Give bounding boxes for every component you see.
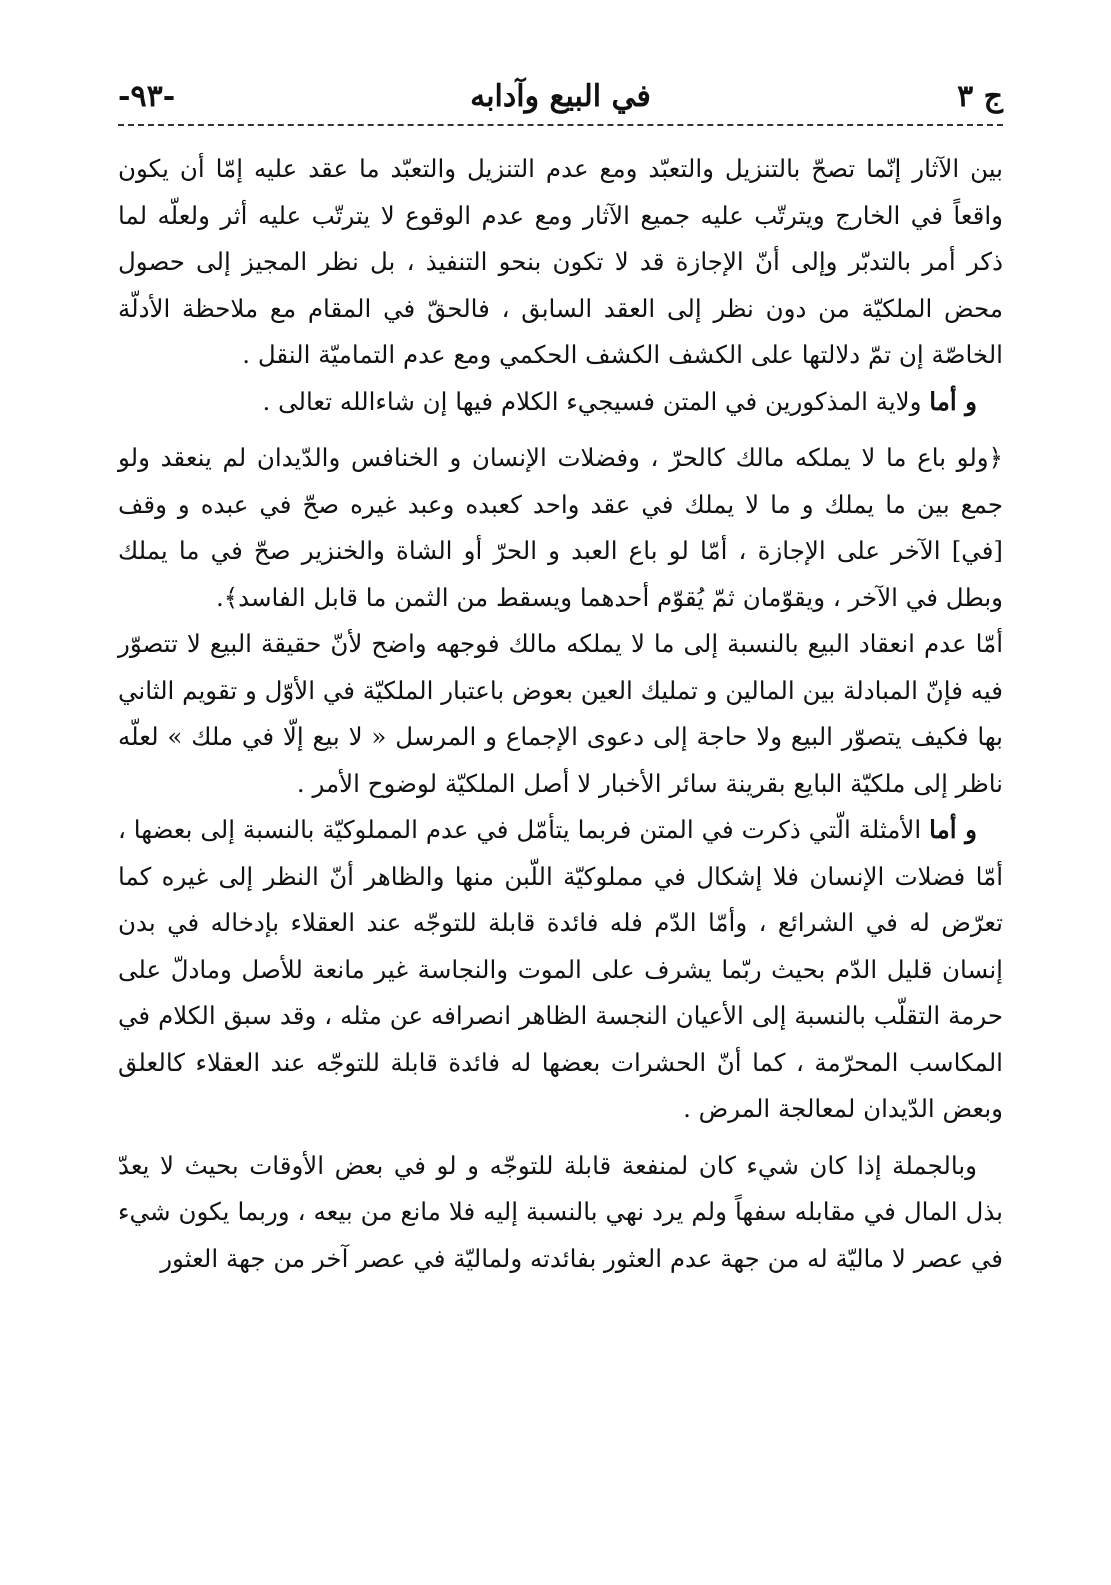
matn-paragraph [118, 435, 1003, 621]
paragraph [118, 146, 1003, 379]
running-header [118, 70, 1003, 122]
paragraph-text: ﴿ولو باع ما لا يملكه مالك كالحرّ ، وفضلات الإنسان و الخنافس والدّيدان لم ينعقد ولو جمع بين ما يملك و ما لا يملك في عقد واحد كعبده وعبد غيره صحّ في عبده و وقف [في] الآخر على الإجازة ، أمّا لو باع العبد و الحرّ أو الشاة والخنزير صحّ في ما يملك وبطل في الآخر ، ويقوّمان ثمّ يُقوّم أحدهما ويسقط من الثمن ما قابل الفاسد﴾. [118, 443, 1003, 612]
paragraph-text: بين الآثار إنّما تصحّ بالتنزيل والتعبّد ومع عدم التنزيل والتعبّد ما عقد عليه إمّا أن يكون واقعاً في الخارج ويترتّب عليه جميع الآثار ومع عدم الوقوع لا يترتّب عليه أثر ولعلّه لما ذكر أمر بالتدبّر وإلى أنّ الإجازة قد لا تكون بنحو التنفيذ ، بل نظر المجيز إلى حصول محض الملكيّة من دون نظر إلى العقد السابق ، فالحقّ في المقام مع ملاحظة الأدلّة الخاصّة إن تمّ دلالتها على الكشف الكشف الحكمي ومع عدم التماميّة النقل . [118, 154, 1003, 369]
paragraph-text: الأمثلة الّتي ذكرت في المتن فربما يتأمّل في عدم المملوكيّة بالنسبة إلى بعضها ، أمّا فضلات الإنسان فلا إشكال في مملوكيّة اللّبن منها والظاهر أنّ النظر إلى غيره كما تعرّض له في الشرائع ، وأمّا الدّم فله فائدة قابلة للتوجّه عند العقلاء بإدخاله في بدن إنسان قليل الدّم بحيث ربّما يشرف على الموت والنجاسة غير مانعة للأصل ومادلّ على حرمة التقلّب بالنسبة إلى الأعيان النجسة الظاهر انصرافه عن مثله ، وقد سبق الكلام في المكاسب المحرّمة ، كما أنّ الحشرات بعضها له فائدة قابلة للتوجّه عند العقلاء كالعلق وبعض الدّيدان لمعالجة المرض . [118, 815, 1003, 1123]
paragraph-text: ولاية المذكورين في المتن فسيجيء الكلام فيها إن شاءالله تعالى . [262, 386, 930, 416]
header-divider [118, 124, 1003, 126]
paragraph-lead: و أما [929, 815, 977, 844]
paragraph-text: أمّا عدم انعقاد البيع بالنسبة إلى ما لا يملكه مالك فوجهه واضح لأنّ حقيقة البيع لا تتصوّر فيه فإنّ المبادلة بين المالين و تمليك العين بعوض باعتبار الملكيّة في الأوّل و تقويم الثاني بها فكيف يتصوّر البيع ولا حاجة إلى دعوى الإجماع و المرسل « لا بيع إلّا في ملك » لعلّه ناظر إلى ملكيّة البايع بقرينة سائر الأخبار لا أصل الملكيّة لوضوح الأمر . [118, 629, 1003, 798]
page-number: -٩٣- [118, 78, 176, 114]
paragraph [118, 621, 1003, 807]
volume-label: ج ٣ [957, 78, 1003, 114]
paragraph-lead: و أما [929, 386, 977, 416]
paragraph [118, 1143, 1003, 1283]
page-body [118, 146, 1003, 1546]
paragraph-text: وبالجملة إذا كان شيء كان لمنفعة قابلة للتوجّه و لو في بعض الأوقات بحيث لا يعدّ بذل المال في مقابله سفهاً ولم يرد نهي بالنسبة إليه فلا مانع من بيعه ، وربما يكون شيء في عصر لا ماليّة له من جهة عدم العثور بفائدته ولماليّة في عصر آخر من جهة العثور [118, 1150, 1003, 1273]
header-title: في البيع وآدابه [470, 78, 651, 114]
paragraph [118, 807, 1003, 1133]
paragraph [118, 379, 1003, 426]
